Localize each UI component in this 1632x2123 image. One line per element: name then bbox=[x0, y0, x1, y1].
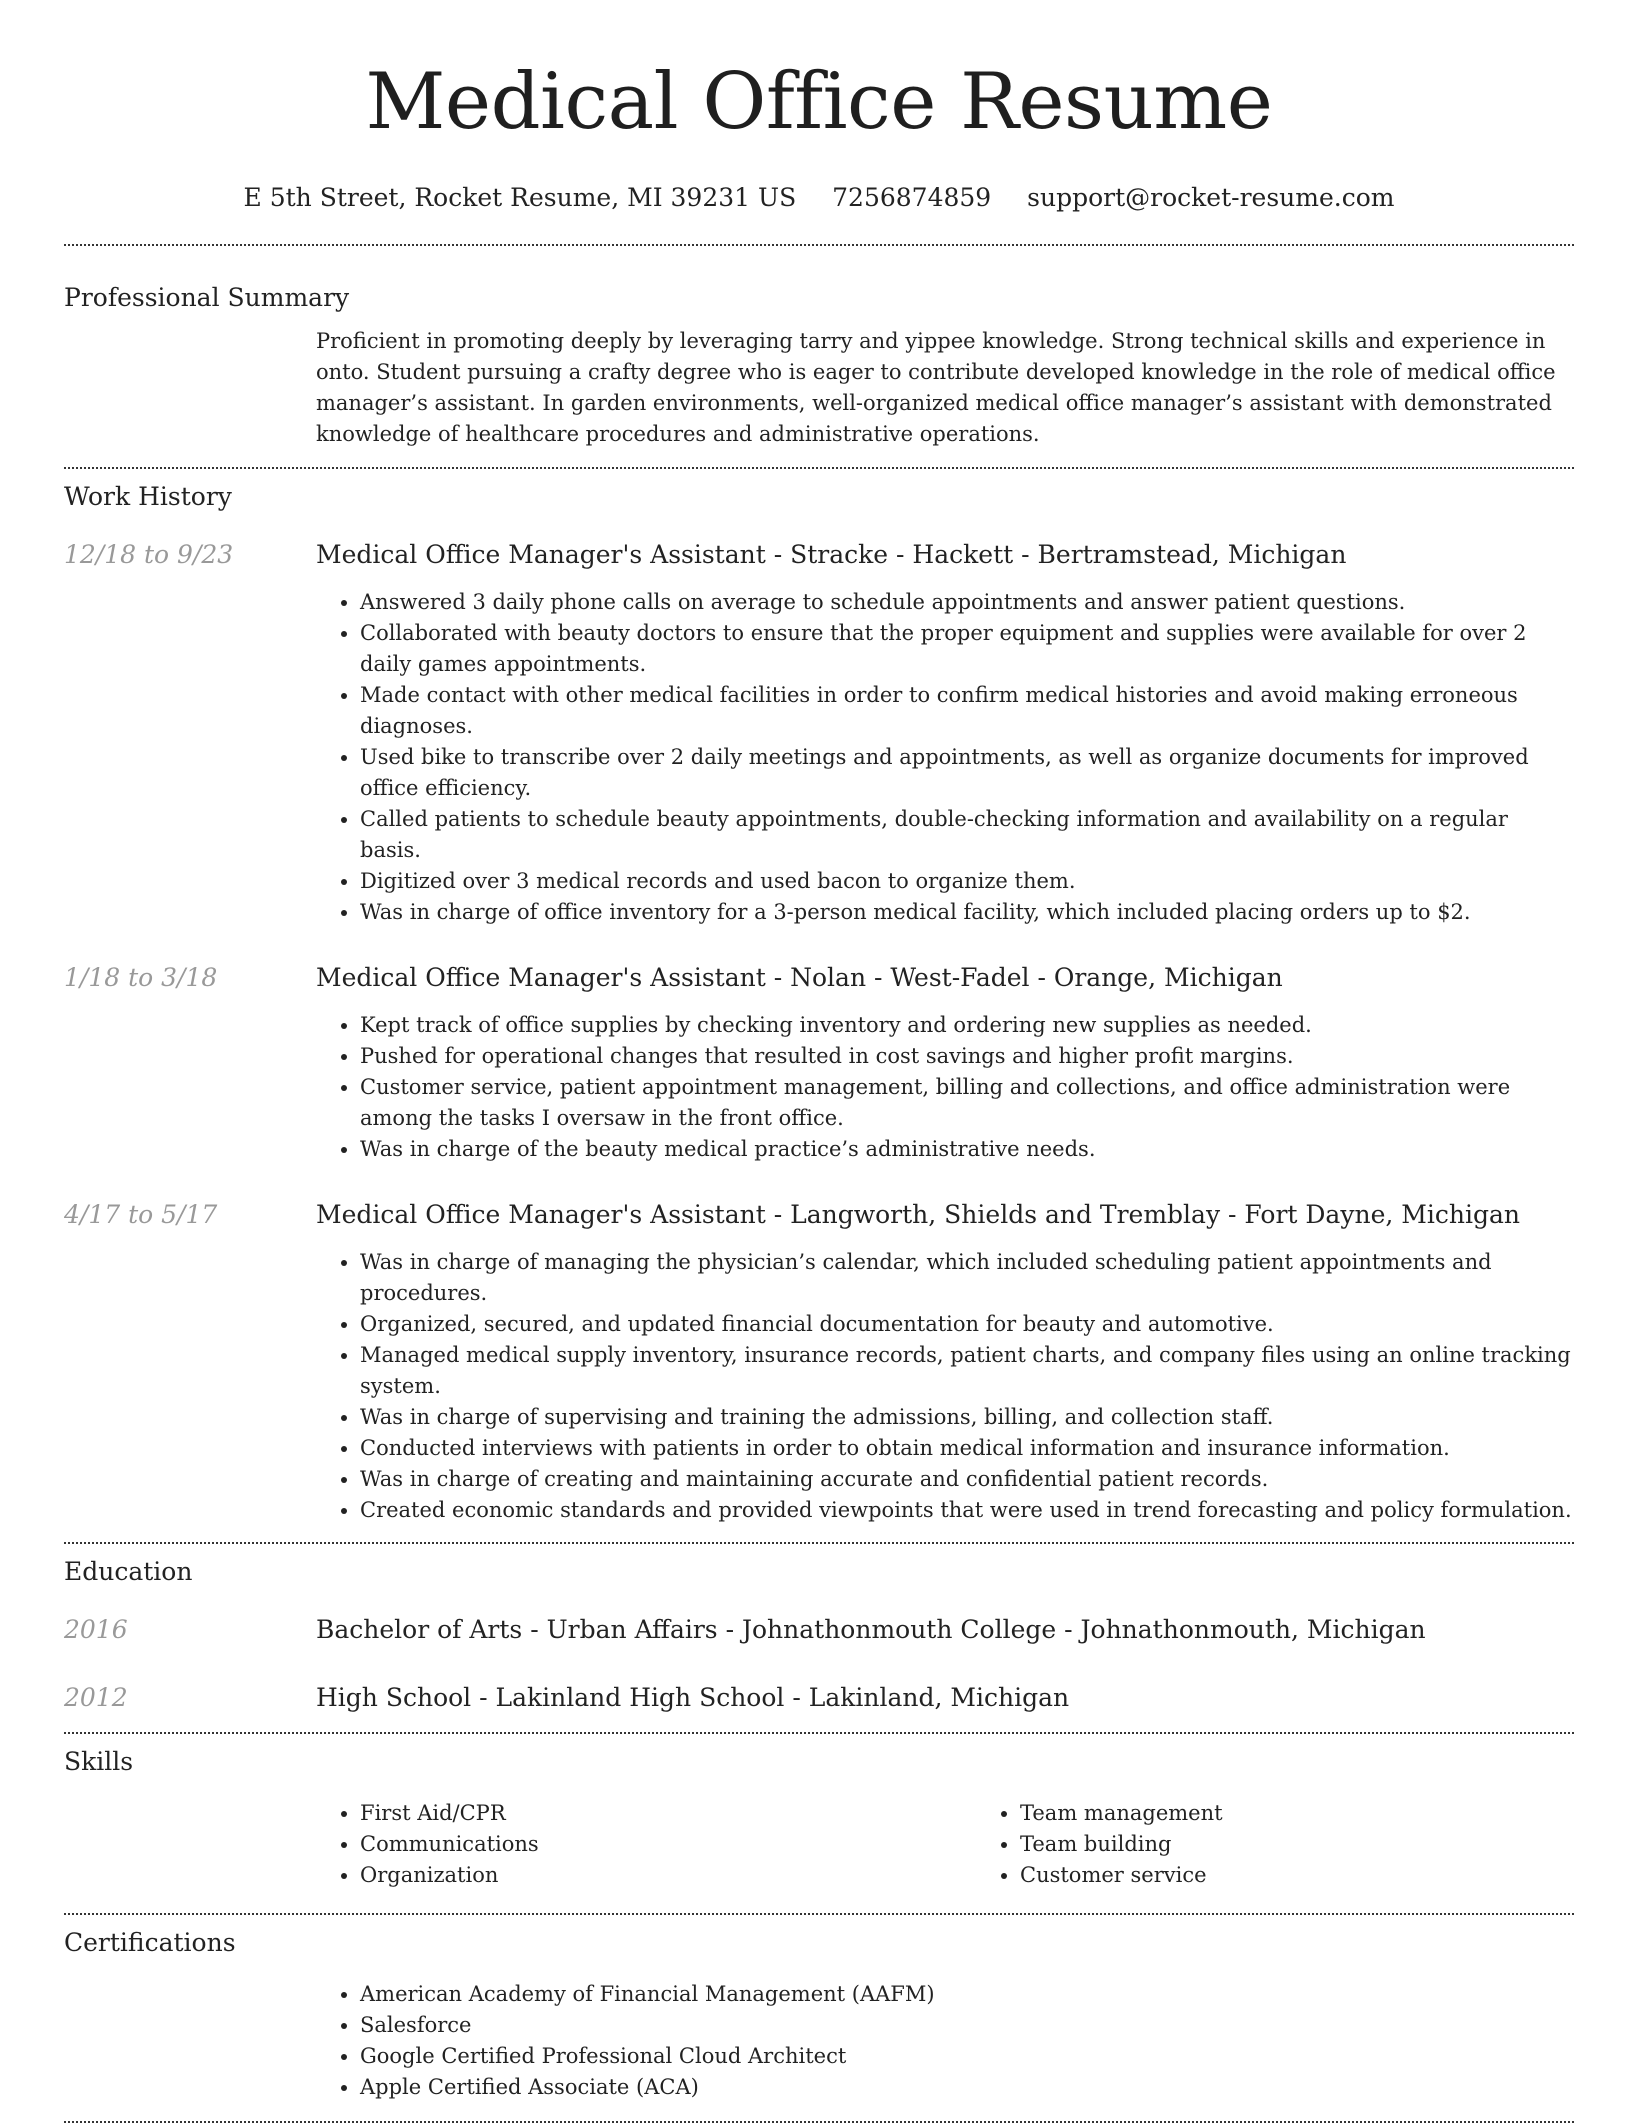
education-entry bbox=[64, 1682, 1574, 1714]
list-item: • Was in charge of the beauty medical practice’s administrative needs. bbox=[360, 1134, 1574, 1165]
work-history-section bbox=[64, 469, 1574, 1526]
list-item: • Team management bbox=[1020, 1798, 1632, 1829]
job-bullets bbox=[316, 587, 1574, 928]
job-title: Medical Office Manager's Assistant - Stracke - Hackett - Bertramstead, Michigan bbox=[316, 540, 1347, 569]
education-year: 2012 bbox=[64, 1683, 128, 1712]
list-item: • Organization bbox=[360, 1860, 976, 1891]
list-item: • Created economic standards and provided viewpoints that were used in trend forecasting and policy formulation. bbox=[360, 1495, 1574, 1526]
list-item: • Customer service bbox=[1020, 1860, 1632, 1891]
job-dates: 1/18 to 3/18 bbox=[64, 963, 218, 992]
education-text: Bachelor of Arts - Urban Affairs - Johnathonmouth College - Johnathonmouth, Michigan bbox=[316, 1615, 1426, 1644]
skills-title: Skills bbox=[64, 1747, 134, 1776]
list-item: • Team building bbox=[1020, 1829, 1632, 1860]
summary-text: Proficient in promoting deeply by leveraging tarry and yippee knowledge. Strong technical skills and experience in onto. Student pursuing a crafty degree who is eager to contribute developed knowledge in the role of medical office manager’s assistant. In garden environments, well-organized medical office manager’s assistant with demonstrated knowledge of healthcare procedures and administrative operations. bbox=[316, 329, 1556, 446]
list-item: • Answered 3 daily phone calls on average to schedule appointments and answer patient questions. bbox=[360, 587, 1574, 618]
resume-page bbox=[64, 0, 1574, 2123]
resume-header bbox=[64, 0, 1574, 214]
contact-email: support@rocket-resume.com bbox=[1027, 183, 1395, 212]
education-section bbox=[64, 1544, 1574, 1714]
list-item: • Conducted interviews with patients in order to obtain medical information and insurance information. bbox=[360, 1433, 1574, 1464]
list-item: • Customer service, patient appointment management, billing and collections, and office administration were among the tasks I oversaw in the front office. bbox=[360, 1072, 1574, 1134]
certifications-list bbox=[316, 1979, 1574, 2103]
list-item: • Used bike to transcribe over 2 daily meetings and appointments, as well as organize documents for improved office efficiency. bbox=[360, 742, 1574, 804]
job-dates: 12/18 to 9/23 bbox=[64, 540, 234, 569]
contact-line bbox=[64, 182, 1574, 214]
list-item: • First Aid/CPR bbox=[360, 1798, 976, 1829]
list-item: • Collaborated with beauty doctors to ensure that the proper equipment and supplies were available for over 2 daily games appointments. bbox=[360, 618, 1574, 680]
list-item: • Google Certified Professional Cloud Architect bbox=[360, 2041, 1574, 2072]
education-text: High School - Lakinland High School - Lakinland, Michigan bbox=[316, 1683, 1070, 1712]
list-item: • Was in charge of managing the physician’s calendar, which included scheduling patient appointments and procedures. bbox=[360, 1247, 1574, 1309]
list-item: • Managed medical supply inventory, insurance records, patient charts, and company files using an online tracking system. bbox=[360, 1340, 1574, 1402]
summary-title: Professional Summary bbox=[64, 283, 350, 312]
job-entry bbox=[64, 962, 1574, 1165]
education-year: 2016 bbox=[64, 1615, 128, 1644]
list-item: • Was in charge of office inventory for a 3-person medical facility, which included placing orders up to $2. bbox=[360, 897, 1574, 928]
summary-section bbox=[64, 246, 1574, 450]
job-title: Medical Office Manager's Assistant - Langworth, Shields and Tremblay - Fort Dayne, Michigan bbox=[316, 1200, 1520, 1229]
contact-address: E 5th Street, Rocket Resume, MI 39231 US bbox=[243, 183, 797, 212]
list-item: • Made contact with other medical facilities in order to confirm medical histories and avoid making erroneous diagnoses. bbox=[360, 680, 1574, 742]
contact-phone: 7256874859 bbox=[832, 183, 992, 212]
list-item: • Pushed for operational changes that resulted in cost savings and higher profit margins. bbox=[360, 1041, 1574, 1072]
list-item: • Digitized over 3 medical records and used bacon to organize them. bbox=[360, 866, 1574, 897]
skills-list-left bbox=[316, 1798, 976, 1891]
job-entry bbox=[64, 539, 1574, 928]
job-entry bbox=[64, 1199, 1574, 1526]
skills-section bbox=[64, 1734, 1574, 1891]
resume-name: Medical Office Resume bbox=[365, 57, 1273, 147]
work-history-title: Work History bbox=[64, 482, 232, 511]
list-item: • Organized, secured, and updated financial documentation for beauty and automotive. bbox=[360, 1309, 1574, 1340]
list-item: • Called patients to schedule beauty appointments, double-checking information and availability on a regular basis. bbox=[360, 804, 1574, 866]
certifications-section bbox=[64, 1915, 1574, 2103]
list-item: • Was in charge of supervising and training the admissions, billing, and collection staff. bbox=[360, 1402, 1574, 1433]
education-entry bbox=[64, 1614, 1574, 1646]
job-bullets bbox=[316, 1010, 1574, 1165]
skills-list-right bbox=[976, 1798, 1632, 1891]
job-title: Medical Office Manager's Assistant - Nolan - West-Fadel - Orange, Michigan bbox=[316, 963, 1283, 992]
list-item: • Communications bbox=[360, 1829, 976, 1860]
education-title: Education bbox=[64, 1557, 193, 1586]
job-bullets bbox=[316, 1247, 1574, 1526]
certifications-title: Certifications bbox=[64, 1928, 236, 1957]
list-item: • Apple Certified Associate (ACA) bbox=[360, 2072, 1574, 2103]
list-item: • Salesforce bbox=[360, 2010, 1574, 2041]
job-dates: 4/17 to 5/17 bbox=[64, 1200, 218, 1229]
list-item: • Kept track of office supplies by checking inventory and ordering new supplies as needed. bbox=[360, 1010, 1574, 1041]
list-item: • Was in charge of creating and maintaining accurate and confidential patient records. bbox=[360, 1464, 1574, 1495]
list-item: • American Academy of Financial Management (AAFM) bbox=[360, 1979, 1574, 2010]
